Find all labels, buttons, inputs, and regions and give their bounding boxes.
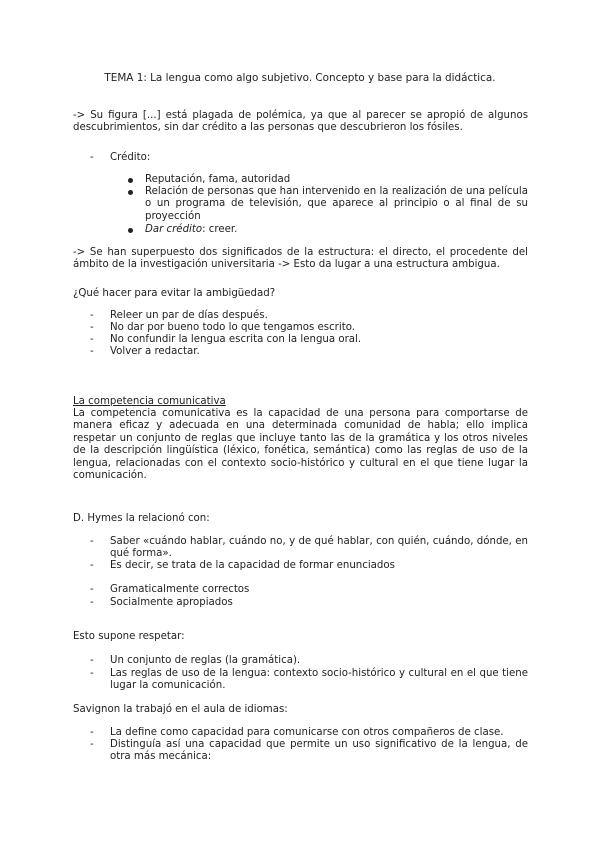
superpuesto-paragraph: -> Se han superpuesto dos significados de la estructura: el directo, el procedente del ámbito de la investigación universitaria -> Esto da lugar a una estructura ambigua. bbox=[73, 247, 528, 271]
list-item bbox=[90, 322, 528, 334]
competencia-paragraph: La competencia comunicativa es la capacidad de una persona para comportarse de manera eficaz y adecuada en una determinada comunidad de habla; ello implica respetar un conjunto de reglas que incluye tanto las de la gramática y los otros niveles de la descripción lingüística (léxico, fonética, semántica) como las reglas de uso de la lengua, relacionadas con el contexto socio-histórico y cultural en el que tiene lugar la comunicación. bbox=[73, 408, 528, 482]
list-item-text: Distinguía así una capacidad que permite un uso significativo de la lengua, de otra más mecánica: bbox=[110, 739, 528, 763]
dash-marker: - bbox=[90, 727, 94, 738]
list-item bbox=[90, 597, 528, 609]
dash-marker: - bbox=[90, 310, 94, 321]
dash-marker: - bbox=[90, 322, 94, 333]
list-item bbox=[90, 727, 528, 739]
dash-marker: - bbox=[90, 655, 94, 666]
ambiguedad-question: ¿Qué hacer para evitar la ambigüedad? bbox=[73, 288, 276, 299]
list-item bbox=[90, 152, 528, 164]
dash-marker: - bbox=[90, 152, 94, 163]
list-item bbox=[90, 655, 528, 667]
list-item bbox=[126, 186, 528, 223]
list-item bbox=[90, 536, 528, 561]
list-item bbox=[126, 224, 528, 236]
list-item-text: Gramaticalmente correctos bbox=[110, 584, 250, 595]
bullet-text: Relación de personas que han intervenido en la realización de una película o un programa de televisión, que aparece al principio o al final de su proyección bbox=[145, 186, 528, 222]
dash-marker: - bbox=[90, 739, 94, 750]
list-item-text: No dar por bueno todo lo que tengamos escrito. bbox=[110, 322, 355, 333]
dash-marker: - bbox=[90, 668, 94, 679]
list-item-text: Un conjunto de reglas (la gramática). bbox=[110, 655, 301, 666]
list-item-text: Es decir, se trata de la capacidad de formar enunciados bbox=[110, 560, 395, 571]
list-item-text: No confundir la lengua escrita con la lengua oral. bbox=[110, 334, 362, 345]
list-item bbox=[90, 334, 528, 346]
section-heading: La competencia comunicativa bbox=[73, 396, 226, 407]
list-item-text: Saber «cuándo hablar, cuándo no, y de qué hablar, con quién, cuándo, dónde, en qué forma». bbox=[110, 536, 528, 560]
dash-marker: - bbox=[90, 334, 94, 345]
dash-marker: - bbox=[90, 584, 94, 595]
bullet-marker bbox=[128, 190, 133, 195]
bullet-text: : creer. bbox=[202, 224, 238, 235]
list-item-text: Las reglas de uso de la lengua: contexto socio-histórico y cultural en el que tiene lugar la comunicación. bbox=[110, 668, 528, 692]
list-item bbox=[90, 346, 528, 358]
list-item bbox=[126, 174, 528, 186]
hymes-intro: D. Hymes la relacionó con: bbox=[73, 513, 210, 524]
list-item bbox=[90, 739, 528, 764]
dash-marker: - bbox=[90, 597, 94, 608]
dash-marker: - bbox=[90, 560, 94, 571]
list-item bbox=[90, 584, 528, 596]
respetar-intro: Esto supone respetar: bbox=[73, 631, 185, 642]
page-title: TEMA 1: La lengua como algo subjetivo. Concepto y base para la didáctica. bbox=[104, 72, 496, 84]
list-item-text: Releer un par de días después. bbox=[110, 310, 268, 321]
dash-marker: - bbox=[90, 536, 94, 547]
credito-label: Crédito: bbox=[110, 152, 151, 163]
list-item-text: La define como capacidad para comunicarse con otros compañeros de clase. bbox=[110, 727, 504, 738]
list-item bbox=[90, 310, 528, 322]
bullet-marker bbox=[128, 228, 133, 233]
bullet-italic-text: Dar crédito bbox=[145, 224, 203, 235]
list-item-text: Volver a redactar. bbox=[110, 346, 200, 357]
intro-paragraph: -> Su figura [...] está plagada de polémica, ya que al parecer se apropió de algunos descubrimientos, sin dar crédito a las personas que descubrieron los fósiles. bbox=[73, 110, 528, 134]
bullet-text: Reputación, fama, autoridad bbox=[145, 174, 291, 185]
list-item bbox=[90, 560, 528, 572]
dash-marker: - bbox=[90, 346, 94, 357]
list-item bbox=[90, 668, 528, 693]
list-item-text: Socialmente apropiados bbox=[110, 597, 233, 608]
bullet-marker bbox=[128, 178, 133, 183]
savignon-intro: Savignon la trabajó en el aula de idiomas: bbox=[73, 704, 288, 715]
